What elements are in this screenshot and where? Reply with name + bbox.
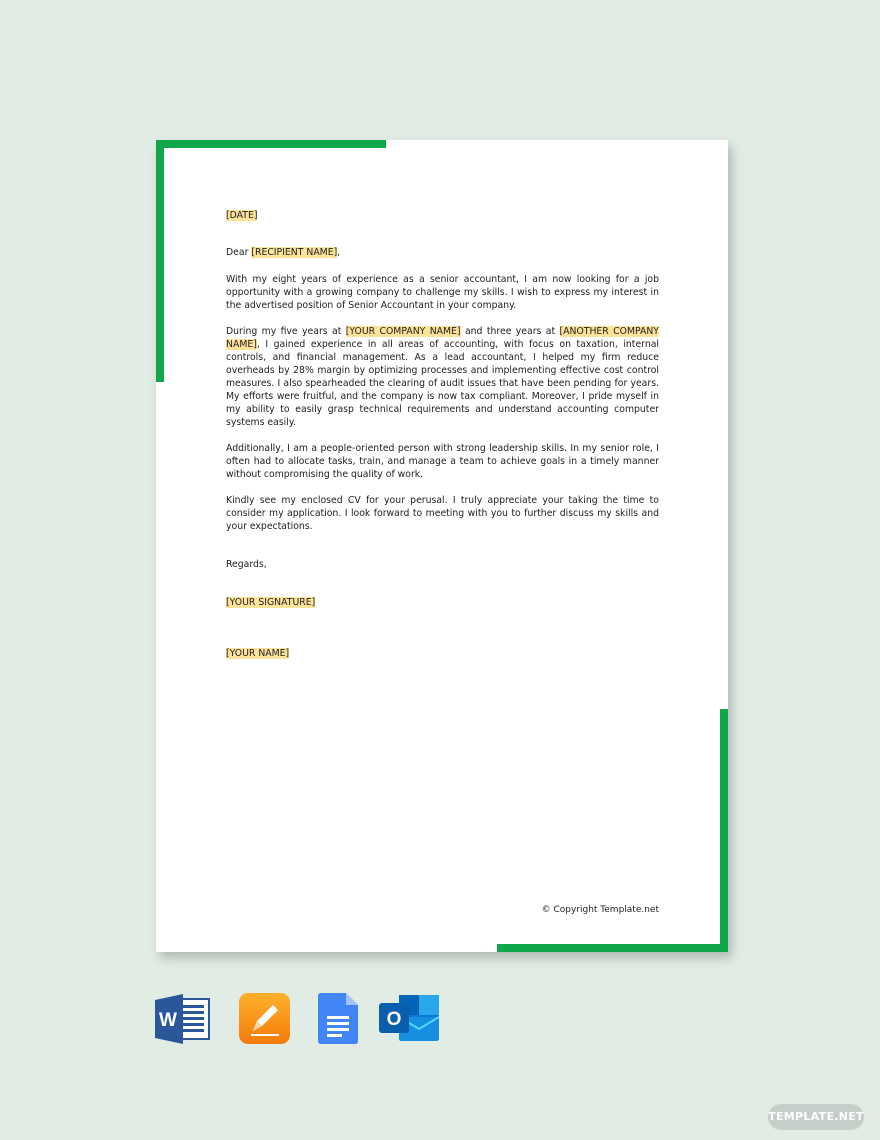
outlook-icon-letter: O	[386, 1009, 402, 1030]
recipient-placeholder: [RECIPIENT NAME]	[251, 247, 338, 258]
experience-text-b: and three years at	[460, 326, 560, 337]
letter-body	[226, 209, 659, 660]
google-docs-icon[interactable]	[318, 993, 358, 1044]
salutation-prefix: Dear	[226, 247, 252, 258]
paragraph-closing: Kindly see my enclosed CV for your perusal. I truly appreciate your taking the time to consider my application. I look forward to meeting with you to further discuss my skills and your expectations.	[226, 495, 659, 532]
paragraph-skills: Additionally, I am a people-oriented person with strong leadership skills. In my senior role, I often had to allocate tasks, train, and manage a team to achieve goals in a timely manner without compromising the quality of work.	[226, 443, 659, 480]
salutation-suffix: ,	[337, 247, 341, 258]
paragraph-intro: With my eight years of experience as a senior accountant, I am now looking for a job opportunity with a growing company to challenge my skills. I wish to express my interest in the advertised position of Senior Accountant in your company.	[226, 274, 659, 311]
experience-text-c: , I gained experience in all areas of accounting, with focus on taxation, internal controls, and financial management. As a lead accountant, I helped my firm reduce overheads by 28% margin by optimizing processes and implementing effective cost control measures. I also spearheaded the clearing of audit issues that have been pending for years. My efforts were fruitful, and the company is now tax compliant. Moreover, I pride myself in my ability to easily grasp technical requirements and understand accounting computer systems easily.	[226, 339, 659, 428]
template-net-badge[interactable]: TEMPLATE.NET	[768, 1104, 864, 1130]
date-line	[226, 209, 659, 222]
outlook-icon[interactable]	[379, 993, 439, 1043]
other-company-placeholder: [ANOTHER COMPANY NAME]	[226, 326, 659, 350]
word-icon-letter: W	[159, 1010, 177, 1031]
signature-line	[226, 596, 659, 609]
top-left-accent-bar-vertical	[156, 140, 164, 382]
name-placeholder: [YOUR NAME]	[226, 648, 290, 659]
copyright-text: © Copyright Template.net	[541, 905, 659, 915]
date-placeholder: [DATE]	[226, 210, 258, 221]
top-left-accent-bar	[156, 140, 386, 148]
company-placeholder: [YOUR COMPANY NAME]	[345, 326, 461, 337]
salutation	[226, 246, 659, 259]
experience-text-a: During my five years at	[226, 326, 346, 337]
pages-icon[interactable]	[239, 993, 290, 1044]
word-icon[interactable]	[155, 993, 211, 1045]
closing-line: Regards,	[226, 559, 267, 570]
bottom-right-accent-bar	[497, 944, 728, 952]
signature-placeholder: [YOUR SIGNATURE]	[226, 597, 316, 608]
name-line	[226, 647, 659, 660]
paragraph-experience	[226, 325, 659, 429]
bottom-right-accent-bar-vertical	[720, 709, 728, 952]
